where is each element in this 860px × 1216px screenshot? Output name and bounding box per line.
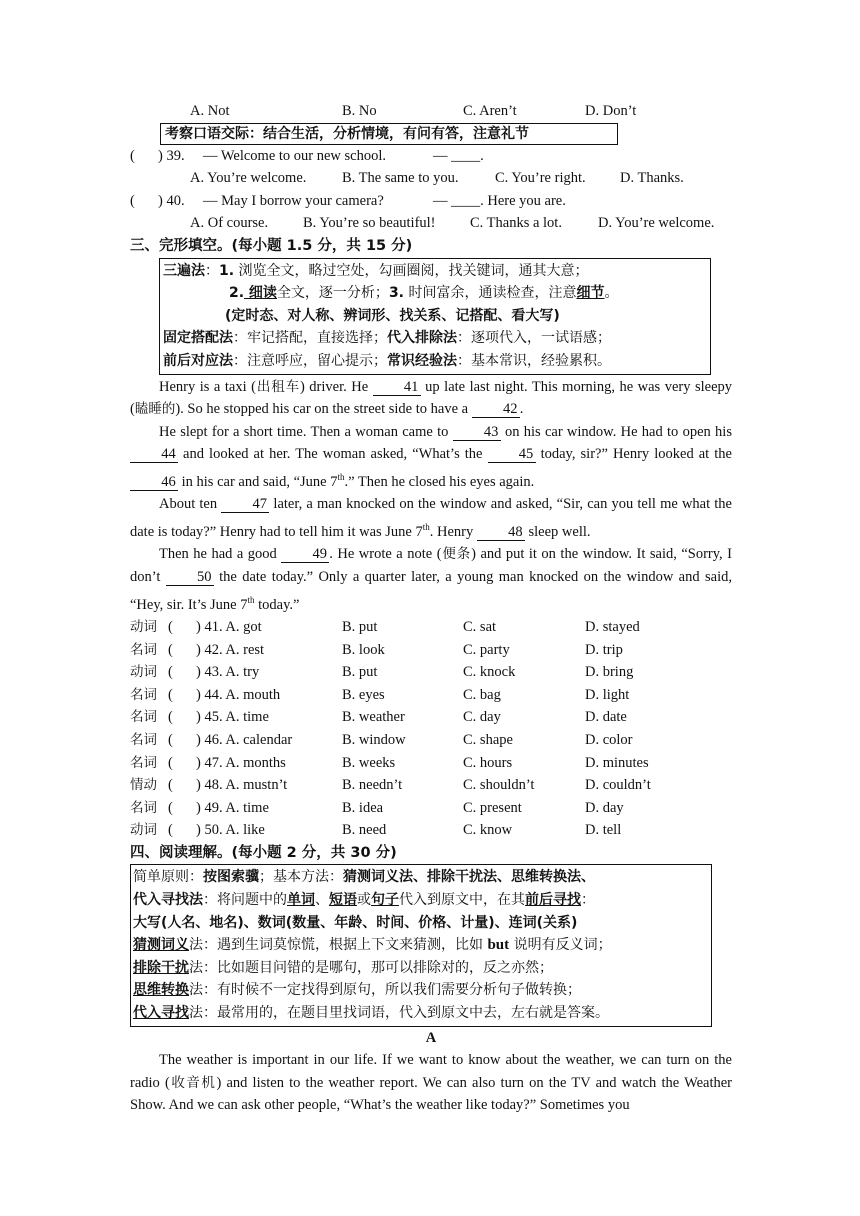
option-d: D. color bbox=[585, 731, 633, 748]
option-d: D. tell bbox=[585, 822, 622, 839]
option-c: C. hours bbox=[463, 754, 513, 771]
reading-tips-box: 简单原则：按图索骥；基本方法：猜测词义法、排除干扰法、思维转换法、 代入寻找法：将问题中的单词、短语或句子代入到原文中，在其前后寻找： 大写(人名、地名)、数词(数量、年龄、时间、价格、计量)、连词(关系) 猜测词义法：遇到生词莫惊慌，根据上下文来猜测，比如 but 说明有反义词； 排除干扰法：比如题目问错的是哪句，那可以排除对的，反之亦然； 思维转换法：有时候不一定找得到原句，所以我们需要分析句子做转换； 代入寻找法：最常用的，在题目里找词语，代入到原文中去，左右就是答案。 bbox=[130, 864, 712, 1026]
tip-label: 常识经验法 bbox=[387, 352, 457, 369]
option-d: D. day bbox=[585, 799, 624, 816]
blank-49: 49 bbox=[281, 546, 329, 563]
cloze-question-row bbox=[130, 774, 732, 797]
option-b: B. idea bbox=[342, 799, 384, 816]
blank-43: 43 bbox=[453, 424, 501, 441]
word-type-tag: 名词 bbox=[130, 686, 157, 703]
tip-step-number: 1. bbox=[219, 262, 235, 279]
tip-text: ：牢记搭配，直接选择； bbox=[233, 330, 387, 347]
blank-45: 45 bbox=[488, 446, 536, 463]
blank-41: 41 bbox=[373, 379, 421, 396]
option-d: D. couldn’t bbox=[585, 777, 651, 794]
option-a: ) 45. A. time bbox=[196, 709, 269, 726]
tip-step-number: 2. bbox=[229, 285, 245, 302]
option-c: C. party bbox=[463, 641, 510, 658]
cloze-question-row bbox=[130, 706, 732, 729]
option-b: B. weeks bbox=[342, 754, 396, 771]
option-b: B. The same to you. bbox=[342, 170, 459, 187]
word-type-tag: 动词 bbox=[130, 664, 157, 681]
option-a: ) 49. A. time bbox=[196, 799, 269, 816]
option-a: A. Of course. bbox=[190, 215, 269, 232]
cloze-passage: Henry is a taxi (出租车) driver. He 41 up late last night. This morning, he was very sleepy (瞌睡的). So he stopped his car on the street side to have a 42 . He slept for a short time. Then a woman came to 43 on his car window. He had to open his 44 and looked at her. The woman asked, “What’s the 45 today, sir?” Henry looked at the 46 in his car and said, “June 7th.” Then he closed his eyes again. About ten 47 later, a man knocked on the window and asked, “Sir, can you tell me what the date is today?” Henry had to tell him it was June 7th. Henry 48 sleep well. Then he had a good 49 . He wrote a note (便条) and put it on the window. It said, “Sorry, I don’t 50 the date today.” Only a quarter later, a young man knocked on the window and said, “Hey, sir. It’s June 7th today.” bbox=[130, 378, 733, 613]
option-d: D. Don’t bbox=[585, 103, 637, 119]
option-d: D. bring bbox=[585, 664, 634, 681]
cloze-question-row bbox=[130, 752, 732, 775]
tip-detail-line: (定时态、对人称、辨词形、找关系、记搭配、看大写) bbox=[225, 307, 560, 324]
word-type-tag: 动词 bbox=[130, 618, 157, 635]
option-d: D. stayed bbox=[585, 618, 640, 635]
tip-emphasis: 细读 bbox=[244, 285, 277, 302]
option-a: ) 43. A. try bbox=[196, 664, 260, 681]
answer-paren-open: ( bbox=[168, 731, 173, 748]
tip-label: 代入排除法 bbox=[387, 330, 457, 347]
option-c: C. know bbox=[463, 822, 513, 839]
answer-paren-open: ( bbox=[130, 147, 135, 164]
option-b: B. eyes bbox=[342, 686, 385, 703]
option-a: ) 42. A. rest bbox=[196, 641, 265, 658]
answer-paren-open: ( bbox=[168, 641, 173, 658]
tip-text: 。 bbox=[604, 285, 619, 302]
blank-44: 44 bbox=[130, 446, 178, 463]
q38-options bbox=[130, 100, 732, 123]
answer-paren-open: ( bbox=[130, 192, 135, 209]
tip-step-number: 3. bbox=[388, 285, 404, 302]
option-b: B. look bbox=[342, 641, 385, 658]
word-type-tag: 名词 bbox=[130, 799, 157, 816]
cloze-tips-box bbox=[159, 258, 711, 375]
option-d: D. Thanks. bbox=[620, 170, 684, 187]
option-b: B. weather bbox=[342, 709, 405, 726]
tip-text: ：逐项代入，一试语感； bbox=[457, 330, 611, 347]
option-c: C. Aren’t bbox=[463, 103, 517, 119]
option-a: ) 46. A. calendar bbox=[196, 731, 293, 748]
cloze-question-row bbox=[130, 797, 732, 820]
option-c: C. shape bbox=[463, 731, 513, 748]
cloze-question-row bbox=[130, 729, 732, 752]
option-d: D. date bbox=[585, 709, 627, 726]
answer-paren-open: ( bbox=[168, 777, 173, 794]
tip-label: 三遍法 bbox=[163, 262, 205, 279]
cloze-options-list bbox=[130, 616, 732, 842]
cloze-question-row bbox=[130, 661, 732, 684]
answer-paren-open: ( bbox=[168, 754, 173, 771]
option-d: D. light bbox=[585, 686, 630, 703]
option-a: A. Not bbox=[190, 103, 230, 119]
word-type-tag: 动词 bbox=[130, 822, 157, 839]
option-d: D. You’re welcome. bbox=[598, 215, 715, 232]
option-c: C. You’re right. bbox=[495, 170, 586, 187]
q39-options bbox=[130, 167, 732, 190]
section4-title: 四、阅读理解。(每小题 2 分，共 30 分) bbox=[130, 844, 397, 861]
word-type-tag: 名词 bbox=[130, 754, 157, 771]
word-type-tag: 名词 bbox=[130, 641, 157, 658]
tip-emphasis: 细节 bbox=[576, 285, 605, 302]
option-a: A. You’re welcome. bbox=[190, 170, 307, 187]
section3-title: 三、完形填空。(每小题 1.5 分，共 15 分) bbox=[130, 237, 413, 254]
blank-46: 46 bbox=[130, 474, 178, 491]
cloze-question-row bbox=[130, 684, 732, 707]
blank-47: 47 bbox=[221, 496, 269, 513]
cloze-question-row bbox=[130, 819, 732, 842]
blank-48: 48 bbox=[477, 524, 525, 541]
option-c: C. present bbox=[463, 799, 522, 816]
exam-page bbox=[130, 100, 732, 1117]
question-text: — Welcome to our new school. bbox=[203, 147, 386, 164]
tip-label: 前后对应法 bbox=[163, 352, 233, 369]
answer-paren-open: ( bbox=[168, 822, 173, 839]
word-type-tag: 名词 bbox=[130, 731, 157, 748]
option-c: C. sat bbox=[463, 618, 497, 635]
option-a: ) 48. A. mustn’t bbox=[196, 777, 288, 794]
question-number: ) 40. bbox=[158, 192, 185, 209]
answer-paren-open: ( bbox=[168, 664, 173, 681]
option-d: D. trip bbox=[585, 641, 623, 658]
tip-oral-box bbox=[160, 123, 618, 145]
q40-options bbox=[130, 212, 732, 235]
option-b: B. You’re so beautiful! bbox=[303, 215, 436, 232]
answer-paren-open: ( bbox=[168, 709, 173, 726]
tip-text: 全文，逐一分析； bbox=[276, 285, 389, 302]
option-b: B. needn’t bbox=[342, 777, 403, 794]
word-type-tag: 情动 bbox=[130, 777, 157, 794]
option-b: B. need bbox=[342, 822, 387, 839]
option-b: B. put bbox=[342, 618, 378, 635]
answer-paren-open: ( bbox=[168, 686, 173, 703]
tip-colon: ： bbox=[205, 262, 219, 279]
option-c: C. bag bbox=[463, 686, 501, 703]
tip-detail-line: 大写(人名、地名)、数词(数量、年龄、时间、价格、计量)、连词(关系) bbox=[133, 914, 578, 931]
blank-50: 50 bbox=[166, 569, 214, 586]
question-number: ) 39. bbox=[158, 147, 185, 164]
cloze-question-row bbox=[130, 616, 732, 639]
cloze-question-row bbox=[130, 639, 732, 662]
word-type-tag: 名词 bbox=[130, 709, 157, 726]
tip-label: 固定搭配法 bbox=[163, 330, 233, 347]
option-a: ) 41. A. got bbox=[196, 618, 262, 635]
answer-paren-open: ( bbox=[168, 618, 173, 635]
blank-42: 42 bbox=[472, 401, 520, 418]
option-c: C. knock bbox=[463, 664, 516, 681]
tip-text: ：基本常识，经验累积。 bbox=[457, 352, 611, 369]
tip-text: 时间富余，通读检查，注意 bbox=[404, 285, 577, 302]
reading-passage-a: The weather is important in our life. If we want to know about the weather, we can turn on the radio (收音机) and listen to the weather report. We can also turn on the TV and watch the Weather Show. And we can ask other people, “What’s the weather like today?” Sometimes you bbox=[130, 1052, 733, 1114]
option-a: ) 44. A. mouth bbox=[196, 686, 281, 703]
passage-label-a: A bbox=[425, 1029, 437, 1046]
option-a: ) 47. A. months bbox=[196, 754, 286, 771]
option-b: B. No bbox=[342, 103, 377, 119]
option-d: D. minutes bbox=[585, 754, 649, 771]
option-a: ) 50. A. like bbox=[196, 822, 265, 839]
tip-oral-text: 考察口语交际：结合生活，分析情境，有问有答，注意礼节 bbox=[165, 125, 529, 142]
option-b: B. put bbox=[342, 664, 378, 681]
option-b: B. window bbox=[342, 731, 406, 748]
question-text: — May I borrow your camera? bbox=[203, 192, 384, 209]
option-c: C. Thanks a lot. bbox=[470, 215, 562, 232]
option-c: C. shouldn’t bbox=[463, 777, 535, 794]
tip-text: 浏览全文，略过空处，勾画圈阅，找关键词，通其大意； bbox=[234, 262, 589, 279]
q40-stem bbox=[130, 190, 732, 213]
answer-paren-open: ( bbox=[168, 799, 173, 816]
option-c: C. day bbox=[463, 709, 501, 726]
q39-stem bbox=[130, 145, 732, 168]
tip-text: ：注意呼应，留心提示； bbox=[233, 352, 387, 369]
question-reply: — ____. Here you are. bbox=[433, 192, 566, 209]
question-reply: — ____. bbox=[433, 147, 484, 164]
